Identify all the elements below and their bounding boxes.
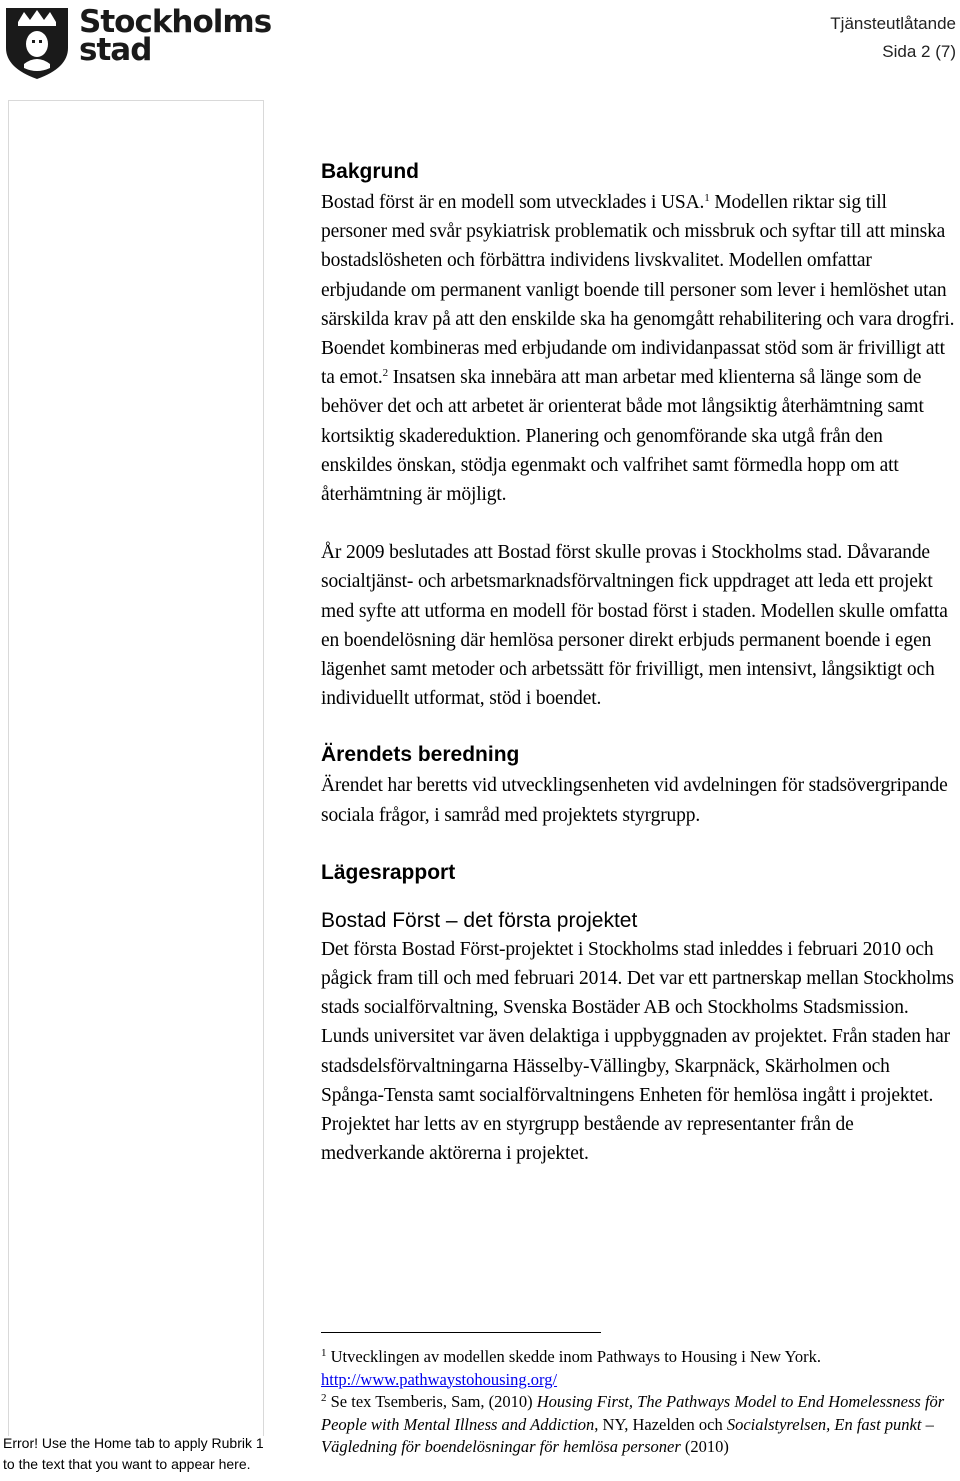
footnote-text: (2010) [680, 1437, 729, 1456]
paragraph-lagesrapport: Det första Bostad Först-projektet i Stockholms stad inleddes i februari 2010 och pågick fram till och med februari 2014. Det var ett partnerskap mellan Stockholms stads socialförvaltning, Svenska Bostäder AB och Stockholms Stadsmission. Lunds universitet var även delaktiga i uppbyggnaden av projektet. Från staden har stadsdelsförvaltningarna Hässelby-Vällingby, Skarpnäck, Skärholmen och Spånga-Tensta samt socialförvaltningens Enheten för hemlösa ingått i projektet. Projektet har letts av en styrgrupp bestående av representanter från de medverkande aktörerna i projektet. [321, 938, 954, 1165]
footnote-separator [321, 1332, 601, 1333]
sidebar-frame [8, 100, 264, 1436]
stockholms-stad-logo [4, 2, 272, 80]
heading-lagesrapport: Lägesrapport [321, 860, 456, 884]
main-content [321, 160, 956, 1168]
footnote-number: 2 [321, 1392, 327, 1404]
error-line-2: to the text that you want to appear here. [3, 1456, 251, 1472]
footnote-2 [321, 1391, 956, 1459]
heading-arendets-beredning: Ärendets beredning [321, 743, 520, 767]
subheading-bostad-forst: Bostad Först – det första projektet [321, 908, 638, 932]
paragraph-text: Insatsen ska innebära att man arbetar med klienterna så länge som de behöver det och att arbetet är orienterat både mot långsiktig återhämtning samt kortsiktig skadereduktion. Planering och genomförande ska utgå från den enskildes önskan, stödja egenmakt och valfrihet samt förmedla hopp om att återhämtning är möjligt. [321, 367, 924, 506]
heading-bakgrund: Bakgrund [321, 160, 420, 183]
paragraph-text: Bostad först är en modell som utvecklades i USA. [321, 192, 705, 213]
document-header [830, 10, 956, 66]
logo-wordmark-line2: stad [79, 32, 152, 68]
logo-wordmark-line1: Stockholms [79, 4, 272, 40]
paragraph-bakgrund-1 [321, 188, 956, 509]
footnote-text: Utvecklingen av modellen skedde inom Pathways to Housing i New York. [326, 1347, 821, 1366]
paragraph-bakgrund-2: År 2009 beslutades att Bostad först skulle provas i Stockholms stad. Dåvarande socialtjänst- och arbetsmarknadsförvaltningen fick uppdraget att leda ett projekt med syfte att utforma en modell för bostad först i staden. Modellen skulle omfatta en boendelösning där hemlösa personer direkt erbjuds permanent boende i egen lägenhet samt metoder och arbetssätt för frivilligt, men intensivt, långsiktigt och individuellt utformat, stöd i boendet. [321, 542, 948, 710]
error-line-1: Error! Use the Home tab to apply Rubrik 1 [3, 1435, 264, 1451]
document-type: Tjänsteutlåtande [830, 14, 956, 33]
footnote-ref-2[interactable]: 2 [382, 367, 388, 380]
footnote-title-italic: Socialstyrelsen, En fast punkt – Vägledning för boendelösningar för hemlösa personer [321, 1414, 934, 1456]
paragraph-text: Modellen riktar sig till personer med svår psykiatrisk problematik och missbruk och syftar till att minska bostadslösheten och förbättra individens livskvalitet. Modellen omfattar erbjudande om permanent vanligt boende till personer som lever i hemlöshet utan särskilda krav på att den enskilde ska ha genomgått rehabilitering och vara drogfri. Boendet kombineras med erbjudande om individanpassat stöd som är frivilligt att ta emot. [321, 192, 955, 389]
footnote-number: 1 [321, 1347, 327, 1359]
paragraph-beredning: Ärendet har beretts vid utvecklingsenheten vid avdelningen för stadsövergripande sociala frågor, i samråd med projektets styrgrupp. [321, 775, 948, 826]
footnote-text: Se tex Tsemberis, Sam, (2010) [326, 1392, 537, 1411]
footnote-link[interactable]: http://www.pathwaystohousing.org/ [321, 1369, 558, 1389]
footnote-title-italic: Housing First, The Pathways Model to End Homelessness för People with Mental Illness and Addiction [321, 1392, 945, 1434]
rubrik-error-message [3, 1433, 273, 1475]
page-number: Sida 2 (7) [882, 42, 956, 61]
footnote-1 [321, 1346, 956, 1391]
crown-crest-icon [4, 2, 70, 80]
footnotes [321, 1346, 956, 1459]
footnote-ref-1[interactable]: 1 [704, 192, 710, 204]
footnote-text: , NY, Hazelden och [594, 1414, 727, 1434]
